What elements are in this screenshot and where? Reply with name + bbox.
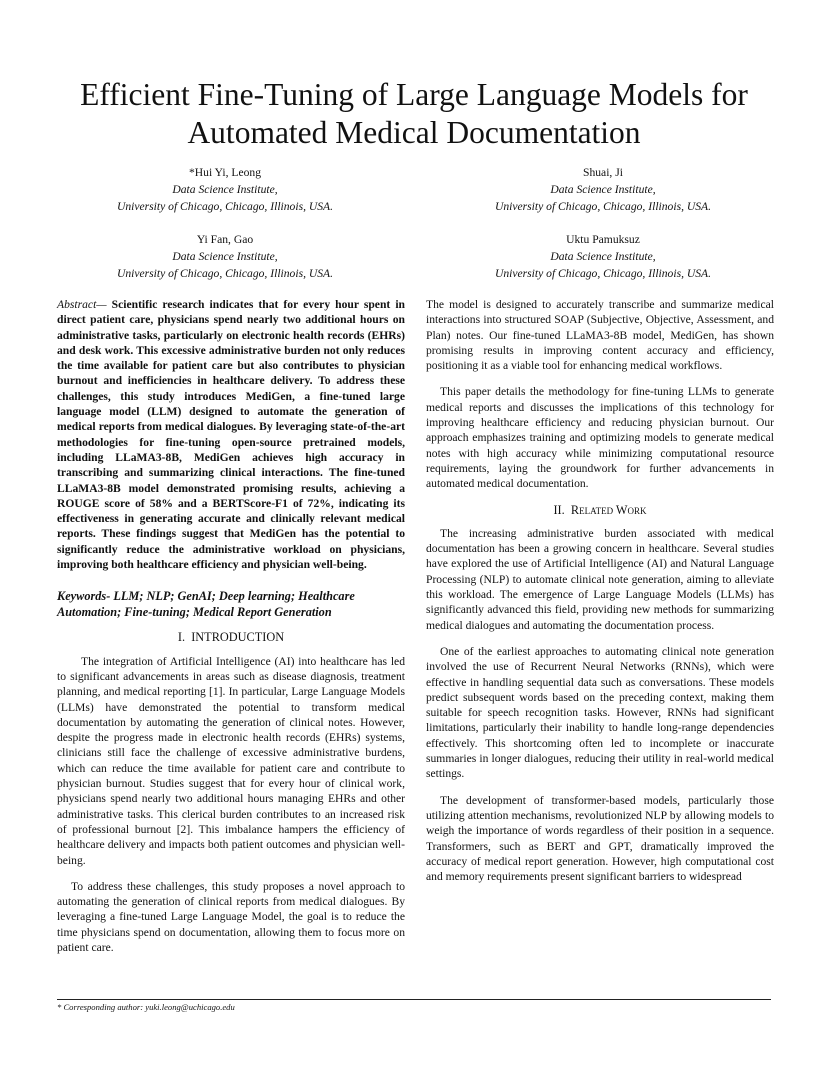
paper-title xyxy=(40,76,788,152)
author-location: University of Chicago, Chicago, Illinois, USA. xyxy=(494,267,712,280)
author-name: *Hui Yi, Leong xyxy=(188,166,262,179)
author-institute: Data Science Institute, xyxy=(550,250,656,263)
body-paragraph: The integration of Artificial Intelligence (AI) into healthcare has led to significant advancements in areas such as disease diagnosis, treatment planning, and medical reporting [1]. In particular, Large Language Models (LLMs) have demonstrated the potential to transform medical documentation by automating the generation of clinical notes. However, despite the progress made in electronic health records (EHRs) systems, clinicians still face the challenge of excessive administrative burdens, which can reduce the time available for patient care and contribute to physician burnout. Studies suggest that for every hour of clinical work, physicians spend nearly two additional hours managing EHRs and other administrative tasks. This clerical burden contributes to an increased risk of professional burnout [2]. This imbalance hampers the efficiency of healthcare delivery and impacts both patient outcomes and physician well-being. xyxy=(57,654,405,867)
section-numeral: I. xyxy=(177,630,186,645)
corresponding-author-footnote: * Corresponding author: yuki.leong@uchicago.edu xyxy=(57,1002,235,1012)
section-heading-introduction xyxy=(57,630,405,645)
abstract xyxy=(57,297,405,572)
author-block xyxy=(55,231,395,282)
title-line: Automated Medical Documentation xyxy=(187,115,641,150)
author-block xyxy=(433,231,773,282)
body-paragraph: The increasing administrative burden associated with medical documentation has been a growing concern in healthcare. Several studies have explored the use of Artificial Intelligence (AI) and Natural Language Processing (NLP) to automate clinical note generation, aiming to alleviate this workload. The emergence of Large Language Models (LLMs) has significantly advanced this field, providing new methods for summarizing medical dialogues and automating the documentation process. xyxy=(426,526,774,632)
author-name: Uktu Pamuksuz xyxy=(566,233,640,246)
author-location: University of Chicago, Chicago, Illinois, USA. xyxy=(116,200,334,213)
abstract-text: Scientific research indicates that for every hour spent in direct patient care, physicians spend nearly two additional hours on administrative tasks, particularly on electronic health records (EHRs) and desk work. This excessive administrative burden not only reduces the time available for patient care but also contributes to physician burnout and inefficiencies in healthcare delivery. To address these challenges, this study introduces MediGen, a fine-tuned large language model (LLM) designed to automate the generation of medical reports from medical dialogues. By leveraging state-of-the-art methodologies for fine-tuning open-source pretrained models, including LLaMA3-8B, MediGen achieves high accuracy in transcribing and summarizing clinical interactions. The fine-tuned LLaMA3-8B model demonstrated promising results, achieving a ROUGE score of 58% and a BERTScore-F1 of 72%, indicating its effectiveness in generating accurate and clinically relevant medical reports. These findings suggest that MediGen has the potential to significantly reduce the administrative workload on physicians, improving both healthcare efficiency and physician well-being. xyxy=(57,298,405,572)
keywords: Keywords- LLM; NLP; GenAI; Deep learning; Healthcare Automation; Fine-tuning; Medical Report Generation xyxy=(57,589,355,620)
section-numeral: II. xyxy=(553,502,565,517)
left-column xyxy=(57,297,405,966)
section-title: INTRODUCTION xyxy=(191,630,285,645)
author-block xyxy=(433,164,773,215)
author-block xyxy=(55,164,395,215)
body-paragraph: This paper details the methodology for fine-tuning LLMs to generate medical reports and discusses the implications of this technology for improving healthcare efficiency and reducing physician burnout. Our approach emphasizes training and optimizing models to generate medical notes with high accuracy while minimizing computational resource requirements, laying the groundwork for further advancements in automated medical documentation. xyxy=(426,385,774,491)
author-name: Shuai, Ji xyxy=(583,166,623,179)
section-title: Related Work xyxy=(570,502,647,517)
footnote-divider xyxy=(57,999,771,1000)
body-paragraph: The model is designed to accurately transcribe and summarize medical interactions into structured SOAP (Subjective, Objective, Assessment, and Plan) notes. Our fine-tuned LLaMA3-8B model, MediGen, has shown promising results in improving content accuracy and efficiency, positioning it as a viable tool for enhancing medical workflows. xyxy=(426,298,774,373)
section-heading-related-work xyxy=(426,503,774,518)
title-line: Efficient Fine-Tuning of Large Language Models for xyxy=(80,77,748,112)
body-paragraph: One of the earliest approaches to automating clinical note generation involved the use of Recurrent Neural Networks (RNNs), which were effective in handling sequential data such as conversations. These models predict subsequent words based on the preceding context, making them suitable for speech recognition tasks. However, RNNs had significant limitations, particularly their inability to handle long-range dependencies effectively. This shortcoming often led to incomplete or inaccurate summaries in longer dialogues, reducing their utility in real-world medical settings. xyxy=(426,644,774,781)
author-name: Yi Fan, Gao xyxy=(196,233,254,246)
author-location: University of Chicago, Chicago, Illinois, USA. xyxy=(494,200,712,213)
author-institute: Data Science Institute, xyxy=(172,250,278,263)
body-paragraph: To address these challenges, this study proposes a novel approach to automating the generation of clinical reports from medical dialogues. By leveraging a fine-tuned Large Language Model, the goal is to reduce the time physicians spend on documentation, allowing them to focus more on patient care. xyxy=(57,879,405,954)
body-paragraph: The development of transformer-based models, particularly those utilizing attention mechanisms, revolutionized NLP by allowing models to weigh the importance of words regardless of their position in a sequence. Transformers, such as BERT and GPT, dramatically improved the accuracy of medical report generation. However, high computational cost and memory requirements present significant barriers to widespread xyxy=(426,793,774,884)
author-institute: Data Science Institute, xyxy=(550,183,656,196)
author-location: University of Chicago, Chicago, Illinois, USA. xyxy=(116,267,334,280)
right-column xyxy=(426,297,774,895)
author-institute: Data Science Institute, xyxy=(172,183,278,196)
abstract-lead: Abstract— xyxy=(57,298,107,311)
